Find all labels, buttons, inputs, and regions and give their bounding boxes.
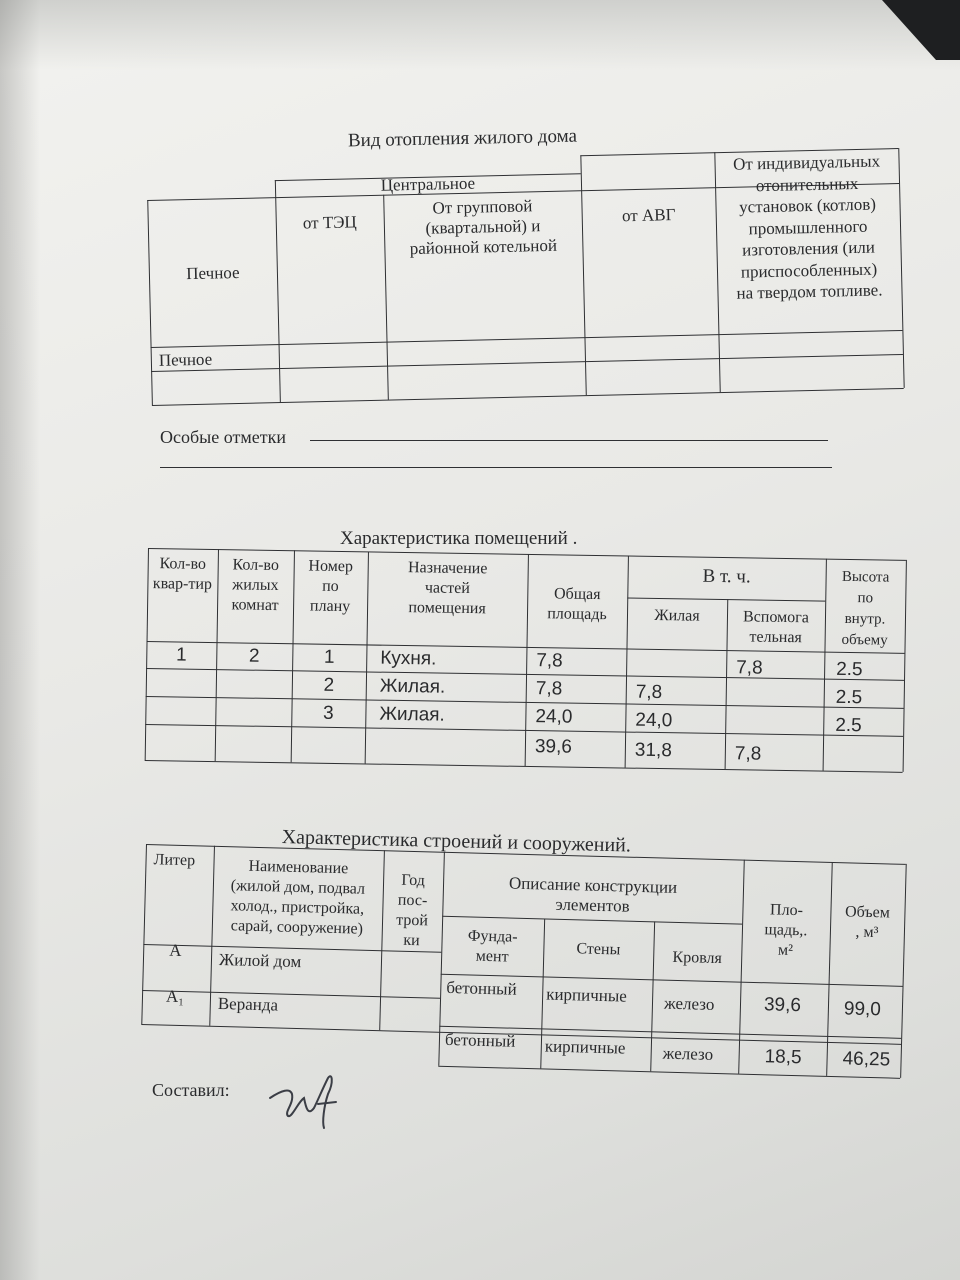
header-apartments: Кол-во квар-тир [152,555,213,594]
room-row-1-number: 1 [323,646,335,668]
building-row-1-walls: кирпичные [545,984,628,1006]
room-row-2-height: 2.5 [835,686,863,709]
header-plan-number: Номер по плану [308,557,354,616]
header-purpose: Назначение частей помещения [407,559,488,618]
rooms-table [144,548,906,800]
building-row-2-area: 18,5 [764,1046,802,1069]
building-row-1-roof: железо [663,993,715,1014]
room-row-3-area: 24,0 [535,706,573,728]
signature-icon [262,1068,352,1138]
header-living-area: Жилая [654,606,700,625]
special-notes-line-2 [160,455,832,468]
header-liter: Литер [153,851,196,870]
building-row-2-roof: железо [662,1043,714,1064]
paper-edge [0,0,960,70]
room-total-area: 39,6 [534,736,573,758]
paper-shadow [0,0,40,1280]
building-row-2-foundation: бетонный [444,1029,516,1051]
buildings-title: Характеристика строений и сооружений. [281,826,632,857]
header-roof: Кровля [672,948,723,968]
room-row-1-apartments: 1 [175,644,187,666]
room-row-1-aux: 7,8 [736,657,763,679]
header-living-rooms: Кол-во жилых комнат [231,556,280,615]
header-avg: от АВГ [621,205,676,226]
rooms-title: Характеристика помещений . [340,528,578,549]
room-row-1-purpose: Кухня. [380,647,437,670]
room-row-1-living-rooms: 2 [248,645,260,667]
header-name: Наименование (жилой дом, подвал холод., пристройка, сарай, сооружение) [230,857,366,938]
special-notes-label: Особые отметки [160,427,286,447]
room-row-3-number: 3 [322,702,334,724]
header-auxiliary: Вспомога тельная [742,608,810,647]
header-height: Высота по внутр. объему [841,568,890,649]
room-row-2-living-area: 7,8 [635,681,663,704]
special-notes-line-1 [310,428,828,441]
header-description: Описание конструкции элементов [508,873,678,916]
room-row-3-living-area: 24,0 [635,709,673,732]
header-total-area: Общая площадь [547,585,607,624]
room-row-2-area: 7,8 [535,678,563,700]
heating-title: Вид отопления жилого дома [347,125,578,152]
header-group: От групповой (квартальной) и районной котельной [409,196,558,259]
building-row-1-name: Жилой дом [218,949,302,972]
header-volume: Объем , м³ [844,903,891,942]
building-row-2-liter: А₁ [165,986,185,1007]
header-central: Центральное [380,173,476,195]
room-row-3-purpose: Жилая. [379,703,445,726]
room-row-3-height: 2.5 [835,714,862,737]
heating-row-value: Печное [158,349,213,370]
building-row-2-volume: 46,25 [842,1048,891,1071]
room-row-1-area: 7,8 [536,650,563,672]
building-row-1-volume: 99,0 [843,998,882,1021]
room-total-living-area: 31,8 [634,739,673,762]
building-row-2-name: Веранда [217,993,279,1015]
header-pechnoe: Печное [186,262,240,284]
room-row-2-purpose: Жилая. [379,675,446,698]
room-row-2-number: 2 [323,674,335,696]
header-year: Год пос- трой ки [395,871,429,950]
header-foundation: Фунда- мент [467,927,518,966]
building-row-1-liter: А [168,940,182,960]
header-tec: от ТЭЦ [302,212,357,233]
buildings-table [140,844,905,1080]
building-row-1-foundation: бетонный [446,977,517,999]
header-including: В т. ч. [702,565,751,588]
room-row-1-height: 2.5 [836,658,863,681]
room-total-aux: 7,8 [734,743,762,765]
compiled-label: Составил: [152,1080,230,1100]
building-row-1-area: 39,6 [763,994,802,1017]
header-walls: Стены [576,940,621,959]
header-individual: От индивидуальных отопительных установок (котлов) промышленного изготовления (или приспособленных) на твердом топливе. [732,151,883,303]
building-row-2-walls: кирпичные [544,1036,626,1058]
header-area: Пло- щадь,. м² [764,901,808,959]
heating-table [146,148,903,410]
